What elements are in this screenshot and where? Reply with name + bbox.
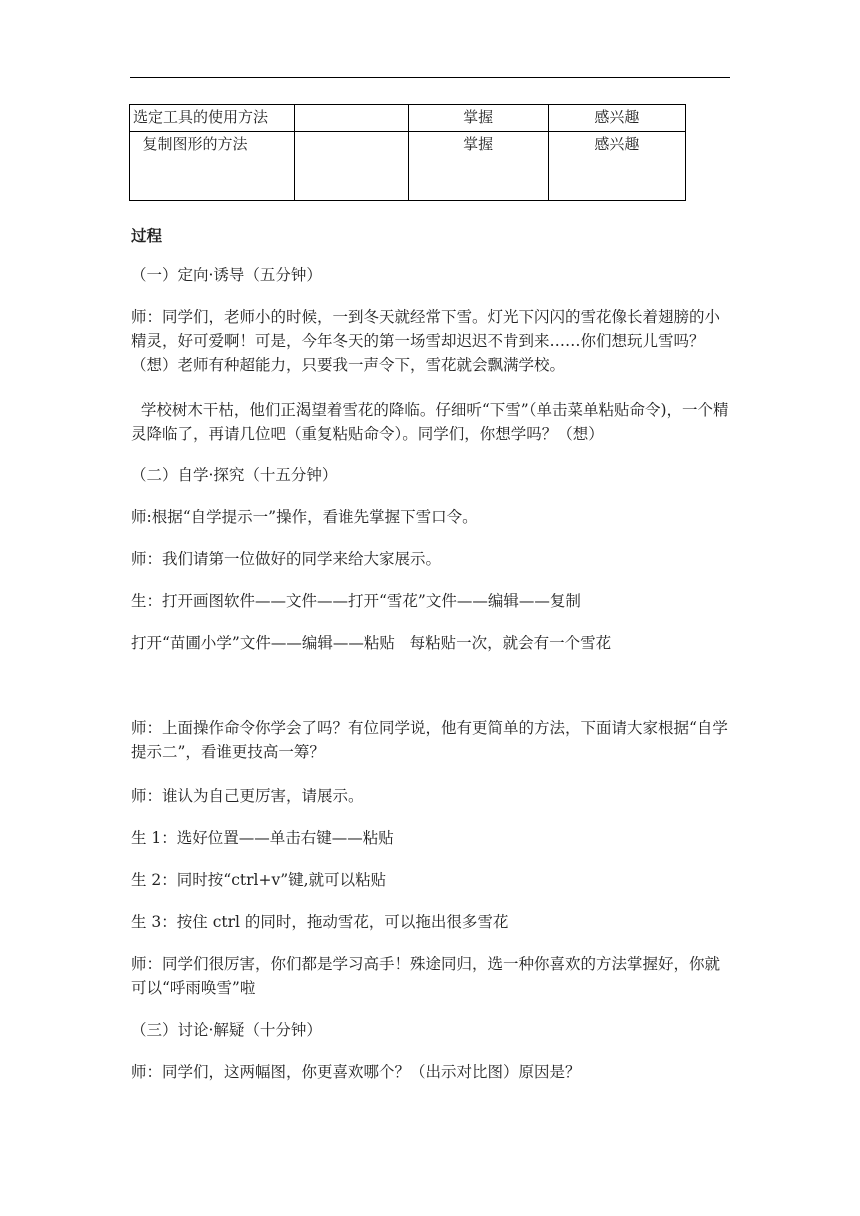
paragraph: 生：打开画图软件——文件——打开“雪花”文件——编辑——复制 (131, 592, 581, 610)
table-row (130, 105, 686, 132)
paragraph: （二）自学·探究（十五分钟） (131, 466, 338, 484)
paragraph: 生 1：选好位置——单击右键——粘贴 (131, 829, 394, 847)
table-row (130, 132, 686, 201)
paragraph: 生 2：同时按“ctrl+v”键,就可以粘贴 (131, 871, 387, 889)
paragraph: 师：同学们，老师小的时候，一到冬天就经常下雪。灯光下闪闪的雪花像长着翅膀的小精灵，好可爱啊！可是，今年冬天的第一场雪却迟迟不肯到来……你们想玩儿雪吗？（想）老师有种超能力，只要我一声令下，雪花就会飘满学校。 (131, 308, 721, 374)
section-heading: 过程 (131, 227, 163, 245)
paragraph: 师:根据“自学提示一”操作，看谁先掌握下雪口令。 (131, 508, 478, 526)
skills-table (129, 104, 686, 201)
table-cell: 掌握 (408, 105, 548, 132)
paragraph: 师：谁认为自己更厉害，请展示。 (131, 787, 364, 805)
paragraph: 师：上面操作命令你学会了吗？有位同学说，他有更简单的方法，下面请大家根据“自学提示二”，看谁更技高一筹？ (131, 719, 728, 761)
table-cell: 感兴趣 (548, 105, 685, 132)
paragraph: 师：同学们很厉害，你们都是学习高手！殊途同归，选一种你喜欢的方法掌握好，你就可以“呼雨唤雪”啦 (131, 955, 721, 997)
paragraph: （三）讨论·解疑（十分钟） (131, 1021, 322, 1039)
paragraph: 打开“苗圃小学”文件——编辑——粘贴 每粘贴一次，就会有一个雪花 (131, 634, 612, 652)
table-cell (295, 105, 408, 132)
table-cell: 选定工具的使用方法 (130, 105, 295, 132)
paragraph: 师：同学们，这两幅图，你更喜欢哪个？（出示对比图）原因是？ (131, 1063, 581, 1081)
paragraph: 学校树木干枯，他们正渴望着雪花的降临。仔细听“下雪”（单击菜单粘贴命令)，一个精灵降临了，再请几位吧（重复粘贴命令）。同学们，你想学吗？（想） (131, 401, 729, 443)
paragraph: 师：我们请第一位做好的同学来给大家展示。 (131, 550, 442, 568)
header-rule (130, 77, 730, 78)
paragraph: 生 3：按住 ctrl 的同时，拖动雪花，可以拖出很多雪花 (131, 913, 509, 931)
paragraph: （一）定向·诱导（五分钟） (131, 266, 322, 284)
table-cell: 感兴趣 (548, 132, 685, 201)
table-cell: 复制图形的方法 (130, 132, 295, 201)
table-cell (295, 132, 408, 201)
table-cell: 掌握 (408, 132, 548, 201)
